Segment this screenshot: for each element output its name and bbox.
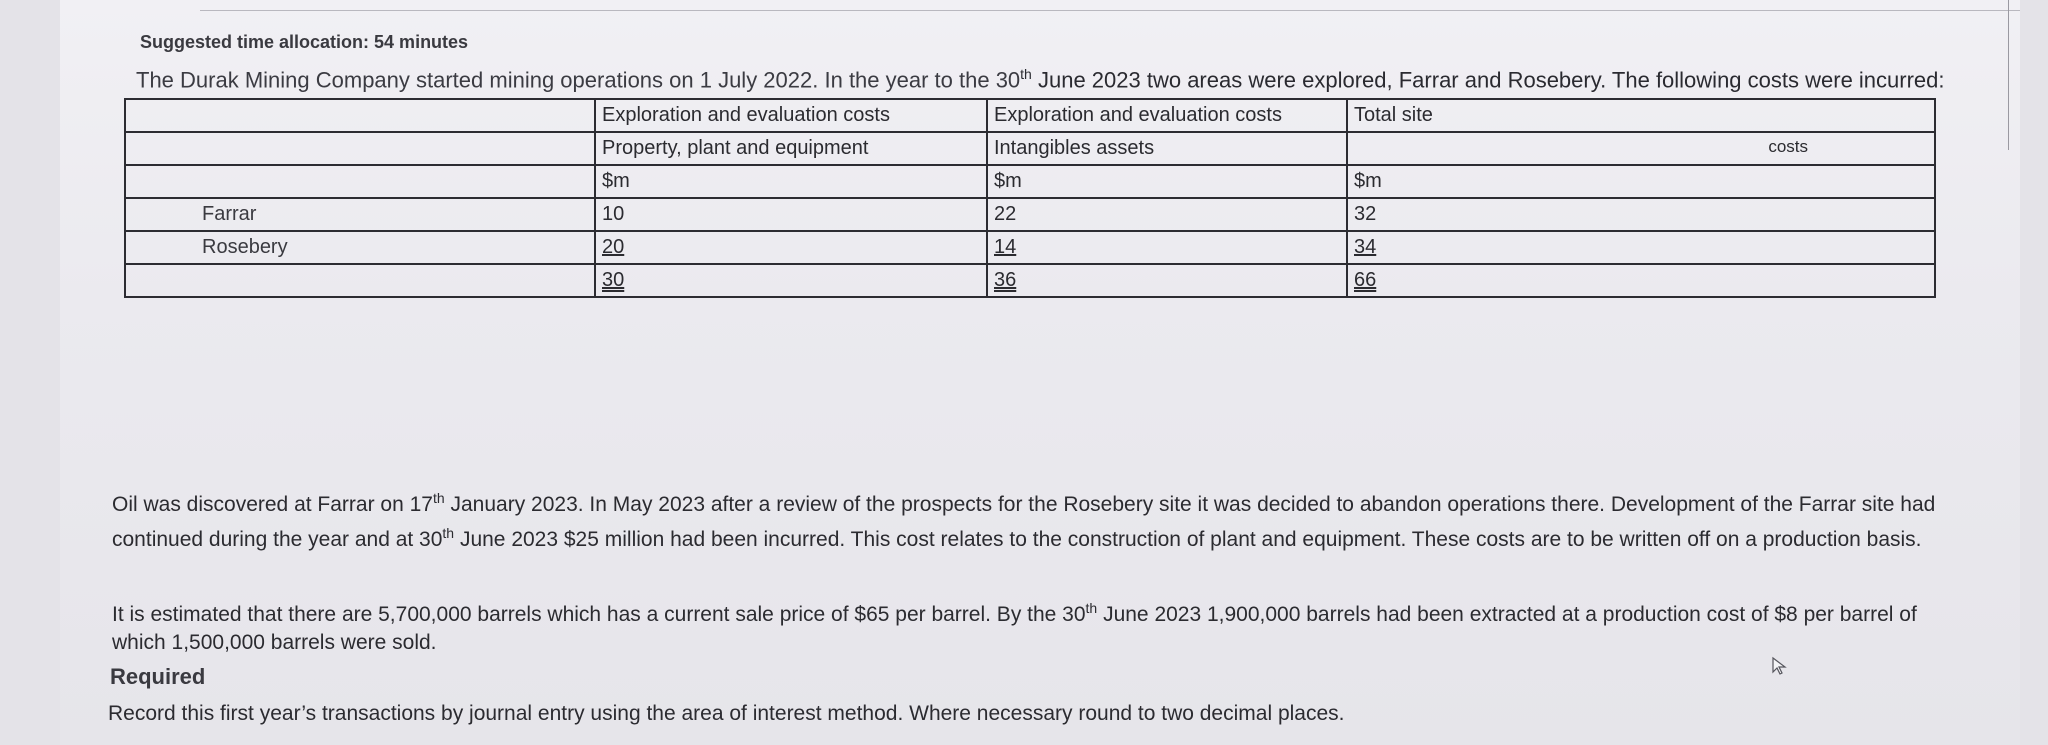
header-empty-cell — [125, 99, 595, 132]
intro-lead: The Durak Mining Company started mining operations on 1 July 2022. In the year to the 30 — [136, 67, 1021, 93]
p2-part-b: June 2023 1,900,000 barrels had been extracted at a production cost of $8 per barrel of which 1,500,000 barrels were sold. — [112, 603, 1917, 654]
col3-unit: $m — [1347, 165, 1935, 198]
rosebery-ppe: 20 — [602, 236, 625, 258]
p1-part-a: Oil was discovered at Farrar on 17 — [112, 493, 433, 516]
col3-header-2 — [1347, 132, 1935, 165]
col3-header-costs: costs — [1768, 137, 1808, 156]
col3-header-1 — [1347, 99, 1935, 132]
table-row-units — [125, 165, 1935, 198]
table-row-header-1 — [125, 99, 1935, 132]
col3-header-label: Total site — [1354, 104, 1433, 126]
totals-empty-cell — [125, 264, 595, 297]
total-ppe: 30 — [602, 269, 625, 291]
total-intangibles-cell — [987, 264, 1347, 297]
rosebery-intangibles: 14 — [994, 236, 1017, 258]
p2-part-a: It is estimated that there are 5,700,000 barrels which has a current sale price of $65 per barrel. By the 30 — [112, 603, 1086, 626]
col1-unit: $m — [595, 165, 987, 198]
p1-part-c: June 2023 $25 million had been incurred. This cost relates to the construction of plant and equipment. These costs are to be written off on a production basis. — [454, 528, 1922, 551]
intro-rest: June 2023 two areas were explored, Farrar and Rosebery. The following costs were incurred: — [1031, 67, 1945, 93]
col1-header-2: Property, plant and equipment — [595, 132, 987, 165]
costs-table — [124, 98, 1936, 298]
rosebery-ppe-cell — [595, 231, 987, 264]
units-empty-cell — [125, 165, 595, 198]
rosebery-total-cell — [1347, 231, 1935, 264]
table-row-rosebery — [125, 231, 1935, 264]
time-allocation: Suggested time allocation: 54 minutes — [140, 32, 469, 52]
total-total: 66 — [1354, 269, 1377, 291]
table-row-farrar — [125, 198, 1935, 231]
col2-header-1: Exploration and evaluation costs — [987, 99, 1347, 132]
total-intangibles: 36 — [994, 269, 1017, 291]
col2-header-2: Intangibles assets — [987, 132, 1347, 165]
right-frame-line — [2008, 0, 2009, 150]
mouse-pointer-icon — [1770, 656, 1790, 676]
p1-sup-2: th — [442, 525, 455, 541]
intro-text — [136, 66, 1945, 93]
p2-sup: th — [1085, 600, 1098, 616]
p1-part-b: January 2023. In May 2023 after a review of the prospects for the Rosebery site it was decided to abandon operations there. Development of the Farrar site had continued during the year and at 30 — [112, 493, 1936, 551]
required-instruction: Record this first year’s transactions by journal entry using the area of interest method. Where necessary round to two decimal places. — [108, 702, 1345, 725]
top-rule — [200, 10, 2020, 11]
total-total-cell — [1347, 264, 1935, 297]
site-farrar: Farrar — [125, 198, 595, 231]
col2-unit: $m — [987, 165, 1347, 198]
header-empty-cell — [125, 132, 595, 165]
farrar-intangibles: 22 — [987, 198, 1347, 231]
farrar-total: 32 — [1347, 198, 1935, 231]
site-rosebery: Rosebery — [125, 231, 595, 264]
intro-sup: th — [1020, 66, 1032, 82]
farrar-ppe: 10 — [595, 198, 987, 231]
total-ppe-cell — [595, 264, 987, 297]
table-row-totals — [125, 264, 1935, 297]
rosebery-intangibles-cell — [987, 231, 1347, 264]
paragraph-barrels — [112, 594, 1942, 657]
rosebery-total: 34 — [1354, 236, 1377, 258]
table-row-header-2 — [125, 132, 1935, 165]
p1-sup-1: th — [432, 490, 445, 506]
required-heading: Required — [110, 664, 206, 689]
paragraph-discovery — [112, 484, 1942, 554]
col1-header-1: Exploration and evaluation costs — [595, 99, 987, 132]
